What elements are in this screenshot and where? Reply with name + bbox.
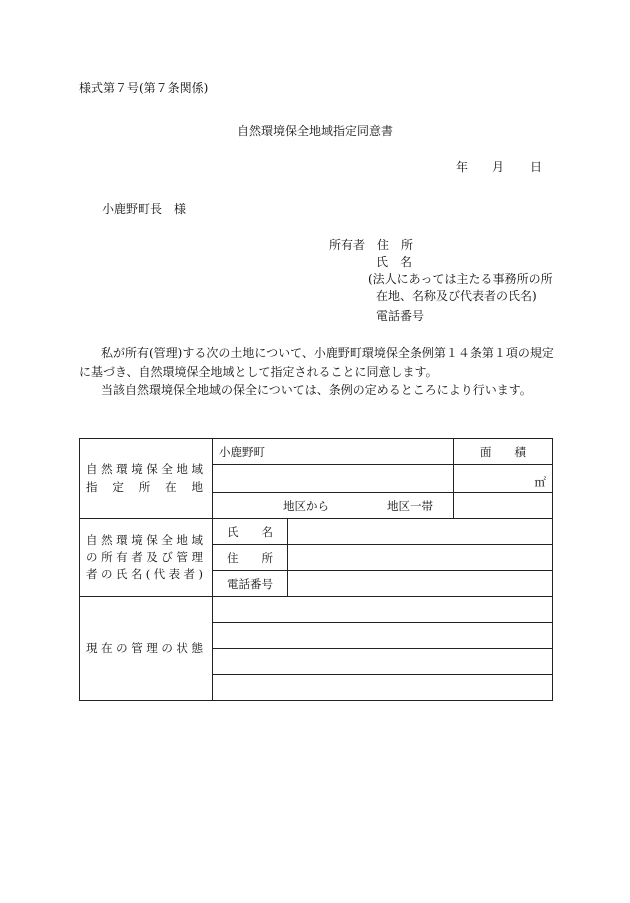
owner-label: 所有者 — [329, 238, 366, 252]
location-detail-cell — [213, 465, 454, 493]
district-from: 地区から — [283, 498, 329, 513]
form-number: 様式第７号(第７条関係) — [79, 81, 209, 95]
date-day: 日 — [530, 160, 543, 174]
town-cell: 小鹿野町 — [213, 439, 454, 465]
table-address-label: 住 所 — [213, 545, 288, 571]
owner-header: 自然環境保全地域 の所有者及び管理 者の氏名(代表者) — [80, 519, 213, 597]
body-paragraph-2: 当該自然環境保全地域の保全については、条例の定めるところにより行います。 — [101, 383, 532, 398]
status-row-3 — [213, 649, 553, 675]
table-phone-label: 電話番号 — [213, 571, 288, 597]
date-month: 月 — [492, 160, 505, 174]
date-year: 年 — [456, 160, 469, 174]
table-name-value — [288, 519, 553, 545]
table-name-label: 氏 名 — [213, 519, 288, 545]
area-label: 面 積 — [454, 439, 553, 465]
status-row-1 — [213, 597, 553, 623]
owner-block — [329, 237, 553, 325]
table-phone-value — [288, 571, 553, 597]
owner-address-row — [329, 237, 553, 254]
info-table — [79, 438, 553, 701]
owner-name-label: 氏 名 — [376, 255, 413, 270]
owner-address-label: 住 所 — [377, 238, 414, 252]
owner-phone-label: 電話番号 — [376, 309, 425, 324]
corp-note-2: 在地、名称及び代表者の氏名) — [376, 289, 537, 304]
district-cell — [213, 493, 454, 519]
district-area-cell — [454, 493, 553, 519]
body-text — [79, 344, 554, 400]
location-header: 自然環境保全地域 指定所在地 — [80, 439, 213, 519]
status-row-4 — [213, 675, 553, 701]
body-paragraph-1: 私が所有(管理)する次の土地について、小鹿野町環境保全条例第１４条第１項の規定に基づき、自然環境保全地域として指定されることに同意します。 — [79, 346, 554, 379]
area-unit: ㎡ — [454, 465, 553, 493]
status-header: 現在の管理の状態 — [80, 597, 213, 701]
status-row-2 — [213, 623, 553, 649]
corp-note-1: (法人にあっては主たる事務所の所 — [368, 272, 553, 287]
document-title: 自然環境保全地域指定同意書 — [236, 124, 393, 138]
addressee: 小鹿野町長 様 — [102, 202, 187, 216]
date-line — [456, 160, 542, 174]
table-address-value — [288, 545, 553, 571]
district-all: 地区一帯 — [387, 498, 433, 513]
